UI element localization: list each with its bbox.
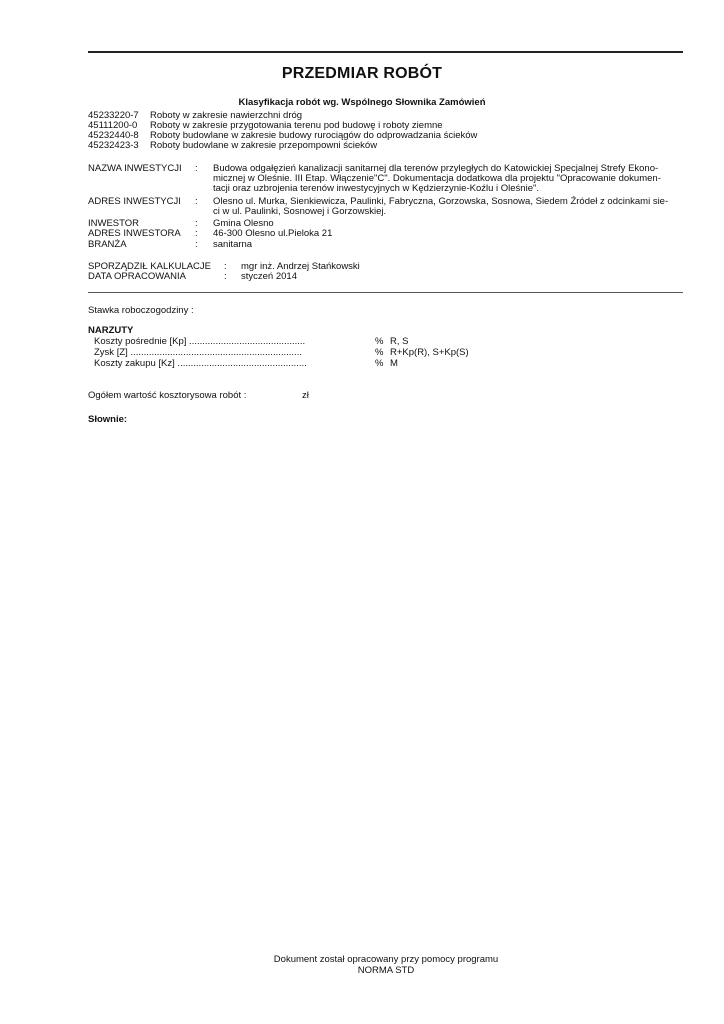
- colon: :: [195, 228, 198, 239]
- investment-name-label: NAZWA INWESTYCJI: [88, 163, 182, 174]
- colon: :: [195, 196, 198, 207]
- top-rule: [88, 51, 683, 53]
- cpv-code: 45232440-8: [88, 130, 139, 141]
- surcharge-base: M: [390, 358, 398, 369]
- cpv-code: 45111200-0: [88, 120, 138, 131]
- prepared-by-value: mgr inż. Andrzej Stańkowski: [241, 261, 360, 272]
- colon: :: [195, 239, 198, 250]
- cpv-desc: Roboty budowlane w zakresie budowy rurociągów do odprowadzania ścieków: [150, 130, 478, 141]
- investment-address-line: ci w ul. Paulinki, Sosnowej i Gorzowskiej.: [213, 206, 387, 217]
- cpv-desc: Roboty w zakresie przygotowania terenu pod budowę i roboty ziemne: [150, 120, 443, 131]
- footer-program-name: NORMA STD: [357, 965, 415, 976]
- cpv-code: 45232423-3: [88, 140, 139, 151]
- cpv-desc: Roboty budowlane w zakresie przepompowni ścieków: [150, 140, 378, 151]
- total-value-unit: zł: [302, 390, 309, 401]
- colon: :: [195, 163, 198, 174]
- cpv-desc: Roboty w zakresie nawierzchni dróg: [150, 110, 303, 121]
- surcharge-label: Zysk [Z] .................................................................: [94, 347, 302, 358]
- branch-label: BRANŻA: [88, 239, 127, 250]
- page-title: PRZEDMIAR ROBÓT: [281, 65, 443, 82]
- investment-address-label: ADRES INWESTYCJI: [88, 196, 181, 207]
- section-divider: [88, 292, 683, 293]
- investment-address-line: Olesno ul. Murka, Sienkiewicza, Paulinki, Fabryczna, Gorzowska, Sosnowa, Siedem Źródeł z odcinkami sie-: [213, 196, 669, 207]
- surcharge-unit: %: [375, 347, 384, 358]
- investment-name-line: micznej w Oleśnie. III Etap. Włączenie"C". Dokumentacja dodatkowa dla projektu "Opracowanie dokumen-: [213, 173, 661, 184]
- surcharge-base: R, S: [390, 336, 409, 347]
- footer-line: Dokument został opracowany przy pomocy programu: [273, 954, 499, 965]
- hourly-rate-label: Stawka roboczogodziny :: [88, 305, 194, 316]
- investment-name-line: tacji oraz uzbrojenia terenów inwestycyjnych w Kędzierzynie-Koźlu i Oleśnie".: [213, 183, 539, 194]
- cpv-code: 45233220-7: [88, 110, 139, 121]
- surcharge-unit: %: [375, 336, 384, 347]
- surcharges-heading: NARZUTY: [88, 325, 134, 336]
- date-label: DATA OPRACOWANIA: [88, 271, 187, 282]
- in-words-label: Słownie:: [88, 414, 128, 425]
- investor-label: INWESTOR: [88, 218, 140, 229]
- date-value: styczeń 2014: [241, 271, 297, 282]
- total-value-label: Ogółem wartość kosztorysowa robót :: [88, 390, 247, 401]
- prepared-by-label: SPORZĄDZIŁ KALKULACJE: [88, 261, 212, 272]
- surcharge-unit: %: [375, 358, 384, 369]
- surcharge-label: Koszty pośrednie [Kp] ............................................: [94, 336, 306, 347]
- colon: :: [224, 271, 227, 282]
- colon: :: [224, 261, 227, 272]
- investor-address-value: 46-300 Olesno ul.Pieloka 21: [213, 228, 333, 239]
- investment-name-line: Budowa odgałęzień kanalizacji sanitarnej dla terenów przyległych do Katowickiej Specjalnej Strefy Ekono-: [213, 163, 659, 174]
- investor-value: Gmina Olesno: [213, 218, 274, 229]
- cpv-heading: Klasyfikacja robót wg. Wspólnego Słownika Zamówień: [238, 97, 486, 108]
- surcharge-label: Koszty zakupu [Kz] .................................................: [94, 358, 307, 369]
- surcharge-base: R+Kp(R), S+Kp(S): [390, 347, 469, 358]
- investor-address-label: ADRES INWESTORA: [88, 228, 181, 239]
- branch-value: sanitarna: [213, 239, 253, 250]
- colon: :: [195, 218, 198, 229]
- cpv-row: [88, 141, 688, 152]
